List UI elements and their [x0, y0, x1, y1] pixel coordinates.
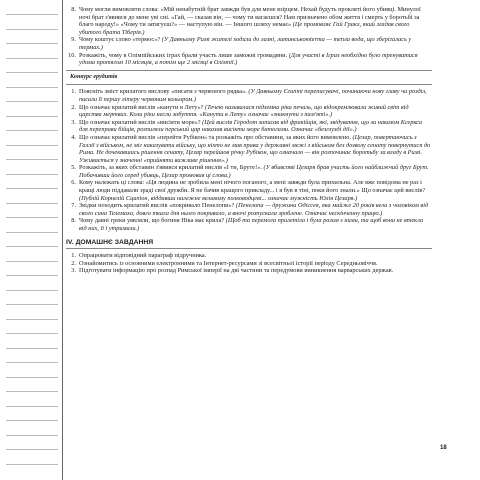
note-line	[6, 174, 58, 175]
note-line	[6, 101, 58, 102]
note-line	[6, 72, 58, 73]
question-item	[66, 36, 432, 51]
item-text: Звідки походить крилатий вислів «покривало Пенелопи»?	[79, 202, 235, 210]
note-line	[6, 203, 58, 204]
question-item	[66, 104, 432, 119]
note-line	[6, 116, 58, 117]
question-item	[66, 252, 432, 260]
homework-heading: IV. ДОМАШНЄ ЗАВДАННЯ	[66, 239, 432, 250]
item-text: Підготувати інформацію про розпад Римської імперії на дві частини та передумови виникнення варварських держав.	[79, 267, 394, 275]
item-text: Що означає крилатий вислів «перейти Рубікон» та розкажіть про обставини, за яких його вимовлено.	[79, 133, 351, 141]
note-line	[6, 217, 58, 218]
note-line	[6, 43, 58, 44]
item-number: 9.	[71, 36, 76, 44]
item-answer: (Течею називалася підземна ріка печаль, що відокремлювала живий світ від царства мертвих. Коли ріки несли забуття. «Канути в Лету» означає «зникнути з пам'яті».)	[79, 103, 409, 119]
page-content	[66, 6, 432, 275]
item-number: 3.	[71, 267, 76, 275]
item-answer: (Для участі в Іграх необхідно було тренуватися удома протягом 10 місяців, а потім ще 2 місяці в Олімпії.)	[79, 51, 418, 67]
item-text: Опрацювати відповідний параграф підручника.	[79, 252, 207, 260]
item-number: 5.	[71, 164, 76, 172]
item-number: 8.	[71, 6, 76, 13]
note-line	[6, 420, 58, 421]
item-text: Кому належать ці слова: «Ця людина не зробила мені нічого поганого, а мені завжди була прихильна. Але вже повідома не раз і кращі люди піддавали зраді свої дружби. Я не бачив кращого прикладу... і я був в тіні, поки його знали.» Що означає цей вислів?	[79, 179, 426, 195]
note-line	[6, 377, 58, 378]
note-line	[6, 290, 58, 291]
item-text: Ознайомитись із основними електронними та Інтернет-ресурсами зі всесвітньої історії періоду Середньовіччя.	[79, 259, 378, 267]
note-line	[6, 14, 58, 15]
item-answer: (Цей вислів Геродот записав від фракійців, які, звідування, що за наказом Ксеркса для переправи бійців, розпиляли перський цар наказав висікти море батогами. Означає «безглузді дії».)	[79, 118, 422, 134]
question-item	[66, 202, 432, 217]
note-line	[6, 246, 58, 247]
note-line	[6, 348, 58, 349]
item-answer: (Щоб та перемога прилетіла і була разом з ними, та щоб вона не втекла від них, її і утримали.)	[79, 217, 424, 233]
question-item	[66, 267, 432, 275]
note-line	[6, 435, 58, 436]
note-line	[6, 188, 58, 189]
item-answer: (Пенелопа — дружина Одіссея, яка майже 20 років вела з чоловіком від свого сина Телемаха, довго ткала для нього покривало, а вночі розпускала зроблене. Означає нескінченну працю.)	[79, 202, 429, 217]
note-line	[6, 406, 58, 407]
note-line	[6, 232, 58, 233]
note-line	[6, 464, 58, 465]
note-line	[6, 159, 58, 160]
question-item	[66, 179, 432, 202]
section-divider	[66, 70, 432, 71]
item-number: 1.	[71, 88, 76, 96]
item-answer: (Публій Корнелій Сципіон, віддавши належне великому полководцеві... означає мужність Юлія Цезаря.)	[79, 194, 358, 202]
item-answer: (У Давньому Єгипті переписувачі, починаючи нову главу чи розділ, писали її першу літеру червоним кольором.)	[79, 88, 427, 103]
item-number: 3.	[71, 118, 76, 126]
item-text: Що означає крилатий вислів «висіяти море»?	[79, 118, 201, 126]
item-number: 10.	[68, 51, 76, 59]
question-item	[66, 6, 432, 36]
item-number: 8.	[71, 217, 76, 225]
questions-contest-list	[66, 88, 432, 232]
contest-heading: Конкурс ерудитів	[70, 73, 118, 80]
note-line	[6, 449, 58, 450]
item-answer: (Це промовляє Гай Гракх, який згадав свого убитого брата Тіберія.)	[79, 21, 410, 36]
item-text: Чому давні греки уявляли, що богиня Ніка має крила?	[79, 217, 225, 225]
note-line	[6, 145, 58, 146]
note-line	[6, 87, 58, 88]
note-line	[6, 275, 58, 276]
question-item	[66, 88, 432, 103]
note-line	[6, 391, 58, 392]
question-item	[66, 260, 432, 268]
note-line	[6, 58, 58, 59]
note-line	[6, 319, 58, 320]
page-number: 18	[440, 445, 447, 451]
question-item	[66, 164, 432, 179]
note-line	[6, 29, 58, 30]
item-number: 2.	[71, 103, 76, 111]
margin-divider	[62, 0, 63, 480]
item-text: Що означає крилатий вислів «канути в Лету»?	[79, 103, 204, 111]
item-number: 4.	[71, 133, 76, 141]
item-text: Поясніть зміст крилатого вислову «писати з червоного рядка».	[79, 88, 247, 96]
note-line	[6, 261, 58, 262]
item-answer: (Цезар, повертаючись з Галлії з військом, не міг наказувати війську, що ніхто не мав права у державні межі з військом без дозволу сенату повернутися до Рима. Не дочекавшись рішення сенату, Цезар перейшов річку Рубікон, що означало — він розпочинає боротьбу за владу в Римі. Уживається у значенні «прийняти важливе рішення».)	[79, 133, 431, 164]
item-number: 1.	[71, 252, 76, 260]
note-line	[6, 130, 58, 131]
item-text: Чому коштує слово «термос»?	[79, 36, 161, 44]
item-answer: (У Давньому Римі жителі ходили до лазні, латинськоюterma — тепла вода, що зберігалась у термах.)	[79, 36, 412, 51]
notes-margin	[0, 0, 62, 480]
question-item	[66, 52, 432, 67]
item-answer: (У вбивстві Цезаря брав участь його найближчий друг Брут. Побачивши його серед убивць, Цезар промовив ці слова.)	[79, 164, 429, 179]
questions-top-list	[66, 6, 432, 67]
note-line	[6, 333, 58, 334]
item-number: 2.	[71, 259, 76, 267]
item-text: Розкажіть, чому в Олімпійських іграх брали участь лише заможні громадяни.	[79, 51, 288, 59]
question-item	[66, 134, 432, 164]
question-item	[66, 217, 432, 232]
section-divider	[66, 84, 432, 85]
item-text: Розкажіть, за яких обставин з'явився крилатий вислів «І ти, Бруте!».	[79, 164, 262, 172]
item-number: 6.	[71, 179, 76, 187]
homework-list	[66, 252, 432, 275]
note-line	[6, 362, 58, 363]
note-line	[6, 304, 58, 305]
item-text: Чому могли вимовляти слова: «Мій ненабутній брат завжди був для мене взірцем. Нехай будуть прокляті його убивці. Минулої ночі брат з'явився до мене уві сні. «Гай, — сказав він, — чому ти вагаєшся? Нам призначено обом життя і смерть у боротьбі за благо народу!» «Чому ти затягуєш?» — наступую він. — Іншого шляху немає»	[79, 6, 421, 29]
item-number: 7.	[71, 202, 76, 210]
question-item	[66, 119, 432, 134]
